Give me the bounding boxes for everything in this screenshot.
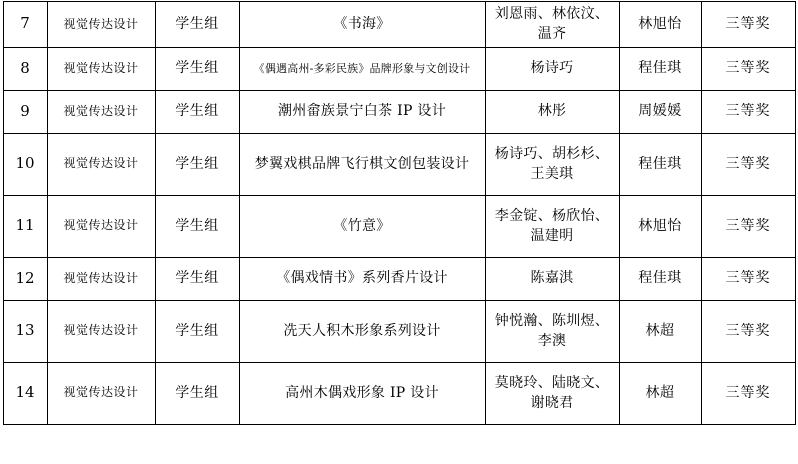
- cell-prize: 三等奖: [701, 300, 795, 362]
- table-row: [3, 90, 795, 133]
- cell-advisor: 程佳琪: [619, 47, 701, 90]
- cell-prize: 三等奖: [701, 90, 795, 133]
- cell-serial-number: 14: [3, 362, 47, 424]
- cell-serial-number: 7: [3, 2, 47, 48]
- cell-group: 学生组: [155, 133, 239, 195]
- cell-authors: 杨诗巧: [485, 47, 619, 90]
- cell-work-title: 冼天人积木形象系列设计: [239, 300, 485, 362]
- table-row: [3, 133, 795, 195]
- cell-authors: 陈嘉淇: [485, 257, 619, 300]
- cell-category: 视觉传达设计: [47, 133, 155, 195]
- cell-category: 视觉传达设计: [47, 195, 155, 257]
- cell-serial-number: 11: [3, 195, 47, 257]
- cell-work-title: 《偶戏情书》系列香片设计: [239, 257, 485, 300]
- cell-category: 视觉传达设计: [47, 47, 155, 90]
- cell-authors: 钟悦瀚、陈圳煜、李澳: [485, 300, 619, 362]
- cell-work-title: 梦翼戏棋品牌飞行棋文创包装设计: [239, 133, 485, 195]
- cell-prize: 三等奖: [701, 362, 795, 424]
- cell-category: 视觉传达设计: [47, 362, 155, 424]
- table-row: [3, 300, 795, 362]
- cell-serial-number: 12: [3, 257, 47, 300]
- cell-authors: 莫晓玲、陆晓文、谢晓君: [485, 362, 619, 424]
- cell-authors: 杨诗巧、胡杉杉、王美琪: [485, 133, 619, 195]
- cell-advisor: 林超: [619, 362, 701, 424]
- table-row: [3, 362, 795, 424]
- cell-prize: 三等奖: [701, 47, 795, 90]
- cell-advisor: 周媛媛: [619, 90, 701, 133]
- cell-serial-number: 13: [3, 300, 47, 362]
- cell-advisor: 程佳琪: [619, 257, 701, 300]
- table-row: [3, 257, 795, 300]
- cell-group: 学生组: [155, 362, 239, 424]
- cell-category: 视觉传达设计: [47, 257, 155, 300]
- cell-serial-number: 8: [3, 47, 47, 90]
- cell-group: 学生组: [155, 47, 239, 90]
- table-row: [3, 47, 795, 90]
- cell-group: 学生组: [155, 2, 239, 48]
- cell-advisor: 林旭怡: [619, 195, 701, 257]
- cell-authors: 林彤: [485, 90, 619, 133]
- cell-prize: 三等奖: [701, 133, 795, 195]
- cell-authors: 刘恩雨、林依汶、温齐: [485, 2, 619, 48]
- cell-prize: 三等奖: [701, 2, 795, 48]
- document-page: [0, 1, 798, 464]
- cell-group: 学生组: [155, 195, 239, 257]
- cell-work-title: 高州木偶戏形象 IP 设计: [239, 362, 485, 424]
- cell-advisor: 程佳琪: [619, 133, 701, 195]
- cell-category: 视觉传达设计: [47, 90, 155, 133]
- cell-prize: 三等奖: [701, 257, 795, 300]
- cell-prize: 三等奖: [701, 195, 795, 257]
- cell-category: 视觉传达设计: [47, 300, 155, 362]
- cell-serial-number: 10: [3, 133, 47, 195]
- cell-advisor: 林超: [619, 300, 701, 362]
- cell-serial-number: 9: [3, 90, 47, 133]
- cell-group: 学生组: [155, 300, 239, 362]
- table-row: [3, 2, 795, 48]
- cell-work-title: 《偶遇高州-多彩民族》品牌形象与文创设计: [239, 47, 485, 90]
- cell-work-title: 潮州畲族景宁白茶 IP 设计: [239, 90, 485, 133]
- award-results-table: [3, 1, 796, 425]
- cell-group: 学生组: [155, 90, 239, 133]
- cell-authors: 李金锭、杨欣怡、温建明: [485, 195, 619, 257]
- cell-group: 学生组: [155, 257, 239, 300]
- table-body: [3, 2, 795, 425]
- cell-work-title: 《书海》: [239, 2, 485, 48]
- table-row: [3, 195, 795, 257]
- cell-work-title: 《竹意》: [239, 195, 485, 257]
- cell-category: 视觉传达设计: [47, 2, 155, 48]
- cell-advisor: 林旭怡: [619, 2, 701, 48]
